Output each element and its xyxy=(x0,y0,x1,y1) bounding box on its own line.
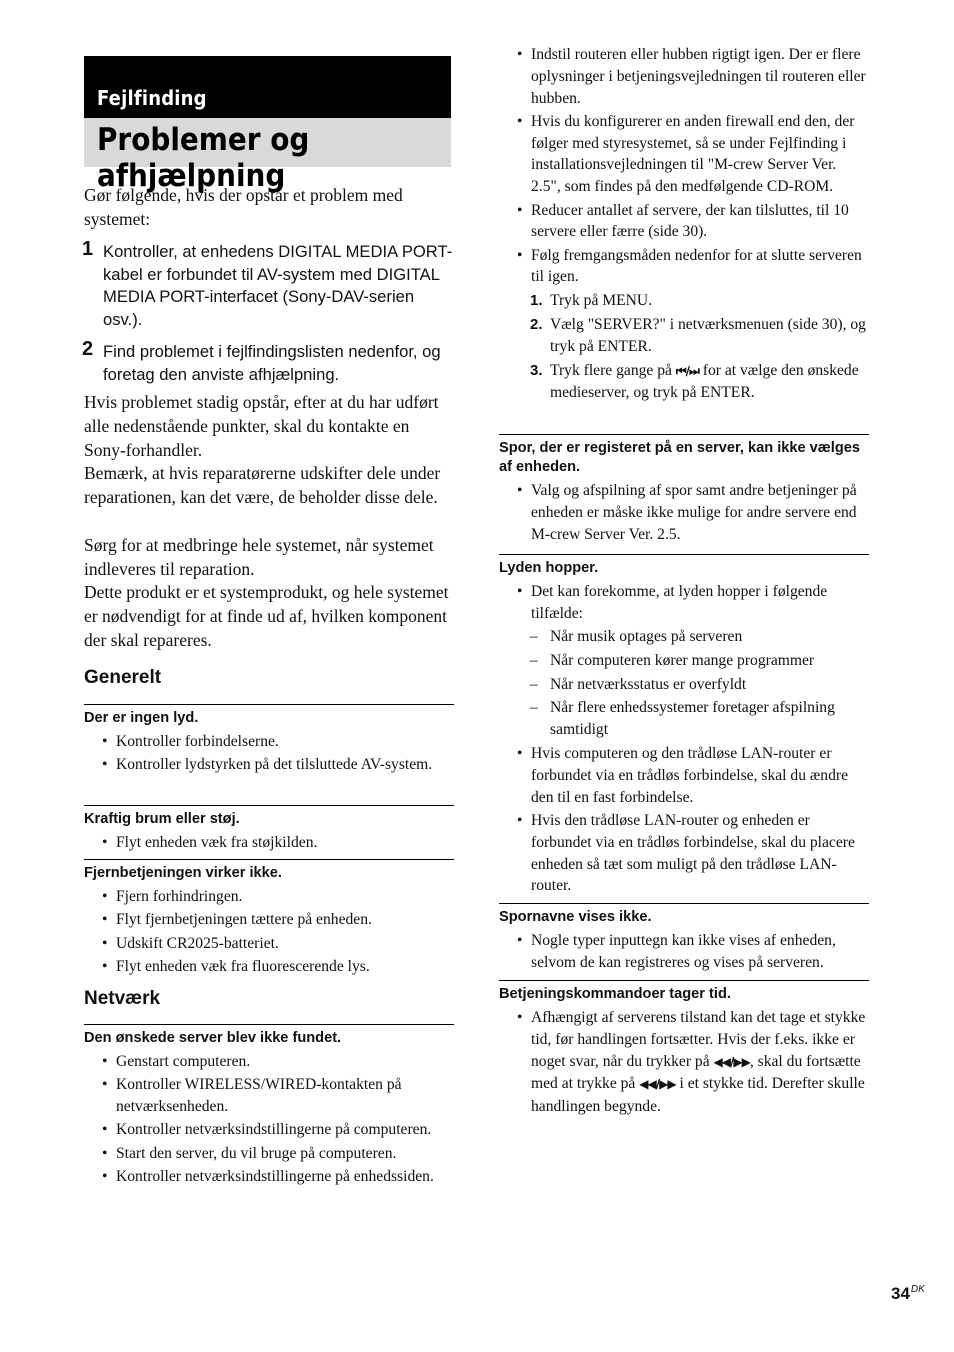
rewind-forward-icon: ◀◀/▶▶ xyxy=(639,1077,676,1092)
list-item: • Flyt enheden væk fra fluorescerende lys. xyxy=(84,956,454,978)
problem-title: Fjernbetjeningen virker ikke. xyxy=(84,865,282,881)
step-1 xyxy=(82,238,456,331)
list-item: • Genstart computeren. xyxy=(84,1051,454,1073)
list-item: • Kontroller forbindelserne. xyxy=(84,731,454,753)
dash-item: – Når computeren kører mange programmer xyxy=(499,650,869,672)
step-text: Find problemet i fejlfindingslisten nedenfor, og foretag den anviste afhjælpning. xyxy=(103,342,441,384)
step-text: Vælg "SERVER?" i netværksmenuen (side 30), og tryk på ENTER. xyxy=(550,316,866,355)
problem-block xyxy=(84,704,454,778)
numbered-step xyxy=(499,360,869,405)
step-number: 1. xyxy=(530,292,543,310)
dash-item: – Når netværksstatus er overfyldt xyxy=(499,674,869,696)
section-heading-general: Generelt xyxy=(84,667,162,688)
problem-title: Der er ingen lyd. xyxy=(84,710,199,726)
problem-block xyxy=(499,980,869,1119)
list-item: • Hvis computeren og den trådløse LAN-router er forbundet via en trådløs forbindelse, skal du ændre den til en fast forbindelse. xyxy=(499,743,869,808)
text-part: , skal du fortsætte med at trykke på xyxy=(531,1052,861,1093)
problem-block xyxy=(84,859,454,979)
text-part: i et stykke tid. Derefter skulle handlingen begynde. xyxy=(531,1075,865,1116)
dash-item: – Når musik optages på serveren xyxy=(499,626,869,648)
numbered-step xyxy=(499,314,869,358)
step-number: 3. xyxy=(530,361,543,379)
section-heading-network: Netværk xyxy=(84,988,161,1009)
step-text: Kontroller, at enhedens DIGITAL MEDIA PORT-kabel er forbundet til AV-system med DIGITAL MEDIA PORT-interfacet (Sony-DAV-serien osv.). xyxy=(103,242,453,329)
problem-title: Betjeningskommandoer tager tid. xyxy=(499,986,731,1002)
list-item xyxy=(499,1007,869,1118)
step-number: 2 xyxy=(82,338,94,360)
list-item: • Udskift CR2025-batteriet. xyxy=(84,933,454,955)
step-number: 2. xyxy=(530,316,543,334)
list-item: • Kontroller netværksindstillingerne på enhedssiden. xyxy=(84,1166,454,1188)
text-part: Afhængigt af serverens tilstand kan det tage et stykke tid, før handlingen fortsætter. Hvis der f.eks. ikke er noget svar, når du trykker på xyxy=(531,1009,866,1070)
problem-title: Den ønskede server blev ikke fundet. xyxy=(84,1030,342,1046)
dash-item: – Når flere enhedssystemer foretager afspilning samtidigt xyxy=(499,697,869,741)
list-item: • Start den server, du vil bruge på computeren. xyxy=(84,1143,454,1165)
list-item: • Nogle typer inputtegn kan ikke vises af enheden, selvom de kan registreres og vises på serveren. xyxy=(499,930,869,974)
server-continuation xyxy=(499,44,869,406)
step-text-post: for at vælge den ønskede medieserver, og tryk på ENTER. xyxy=(550,361,859,402)
step-2 xyxy=(82,338,456,386)
list-item: • Fjern forhindringen. xyxy=(84,886,454,908)
problem-title: Spornavne vises ikke. xyxy=(499,909,652,925)
list-item: • Det kan forekomme, at lyden hopper i følgende tilfælde: xyxy=(499,581,869,625)
problem-block xyxy=(84,1024,454,1189)
step-number: 1 xyxy=(82,238,94,260)
list-item: • Indstil routeren eller hubben rigtigt igen. Der er flere oplysninger i betjeningsvejledningen til routeren eller hubben. xyxy=(499,44,869,109)
problem-block xyxy=(499,903,869,975)
paragraph: Hvis problemet stadig opstår, efter at du har udført alle nedenstående punkter, skal du kontakte en Sony-forhandler. xyxy=(84,392,439,460)
problem-title: Lyden hopper. xyxy=(499,560,599,576)
intro-text: Gør følgende, hvis der opstår et problem med systemet: xyxy=(84,185,403,229)
problem-block xyxy=(499,554,869,899)
list-item: • Hvis den trådløse LAN-router og enheden er forbundet via en trådløs forbindelse, skal du placere enheden så tæt som muligt på den trådløse LAN-router. xyxy=(499,810,869,897)
step-text: Tryk på MENU. xyxy=(550,292,653,310)
page-title: Problemer og afhjælpning xyxy=(84,118,451,167)
header-banner xyxy=(84,56,451,194)
prev-next-icon: ⏮/⏭ xyxy=(675,363,699,378)
list-item: • Flyt fjernbetjeningen tættere på enheden. xyxy=(84,909,454,931)
list-item: • Flyt enheden væk fra støjkilden. xyxy=(84,832,454,854)
section-label: Fejlfinding xyxy=(84,56,451,118)
problem-block xyxy=(84,805,454,855)
list-item: • Kontroller netværksindstillingerne på computeren. xyxy=(84,1119,454,1141)
page-suffix: DK xyxy=(910,1284,925,1295)
problem-block xyxy=(499,434,869,547)
list-item: • Reducer antallet af servere, der kan tilsluttes, til 10 servere eller færre (side 30). xyxy=(499,200,869,244)
page-number xyxy=(891,1284,925,1304)
list-item: • Følg fremgangsmåden nedenfor for at slutte serveren til igen. xyxy=(499,245,869,289)
list-item: • Hvis du konfigurerer en anden firewall end den, der følger med styresystemet, så se under Fejlfinding i installationsvejledningen til "M-crew Server Ver. 2.5", som findes på den medfølgende CD-ROM. xyxy=(499,111,869,198)
rewind-forward-icon: ◀◀/▶▶ xyxy=(713,1054,750,1069)
problem-title: Kraftig brum eller støj. xyxy=(84,811,240,827)
paragraph: Sørg for at medbringe hele systemet, når systemet indleveres til reparation. xyxy=(84,535,434,579)
page-number-value: 34 xyxy=(891,1284,910,1303)
paragraph: Dette produkt er et systemprodukt, og hele systemet er nødvendigt for at finde ud af, hvilken komponent der skal repareres. xyxy=(84,582,449,650)
list-item: • Kontroller WIRELESS/WIRED-kontakten på netværksenheden. xyxy=(84,1074,454,1118)
problem-title: Spor, der er registeret på en server, kan ikke vælges af enheden. xyxy=(499,440,860,475)
list-item: • Valg og afspilning af spor samt andre betjeninger på enheden er måske ikke mulige for andre servere end M-crew Server Ver. 2.5. xyxy=(499,480,869,545)
numbered-step xyxy=(499,290,869,312)
step-text-pre: Tryk flere gange på xyxy=(550,361,676,379)
list-item: • Kontroller lydstyrken på det tilsluttede AV-system. xyxy=(84,754,454,776)
paragraph: Bemærk, at hvis reparatørerne udskifter dele under reparationen, kan det være, de beholder disse dele. xyxy=(84,463,441,507)
